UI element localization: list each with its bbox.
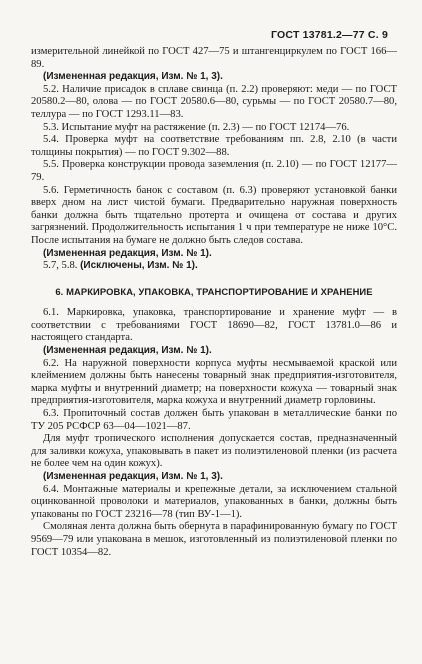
- clause-paragraph: Смоляная лента должна быть обернута в парафинированную бумагу по ГОСТ 9569—79 или упакована в мешок, изготовленный из полиэтиленовой пленки по ГОСТ 10354—82.: [31, 521, 397, 558]
- clause-paragraph: 5.6. Герметичность банок с составом (п. 6.3) проверяют установкой банки вверх дном на лист чистой бумаги. Предварительно наружная поверхность банки должна быть тщательно протерта и очищена от состава и других загрязнений. Продолжительность испытания 1 ч при температуре не ниже 10°С. После испытания на бумаге не должно быть следов состава.: [31, 184, 397, 246]
- clause-paragraph: 5.5. Проверка конструкции провода заземления (п. 2.10) — по ГОСТ 12177—79.: [31, 159, 397, 183]
- clause-paragraph: измерительной линейкой по ГОСТ 427—75 и штангенциркулем по ГОСТ 166—89.: [31, 46, 397, 70]
- clause-paragraph: 6.1. Маркировка, упаковка, транспортирование и хранение муфт — в соответствии с требованиями ГОСТ 18690—82, ГОСТ 13781.0—86 и настоящего стандарта.: [31, 307, 397, 344]
- amendment-note: (Измененная редакция, Изм. № 1).: [43, 247, 212, 259]
- clause-paragraph: 6.3. Пропиточный состав должен быть упакован в металлические банки по ТУ 205 РСФСР 63—04—1021—87.: [31, 408, 397, 432]
- clause-paragraph: Для муфт тропического исполнения допускается состав, предназначенный для заливки кожуха, упаковывать в пакет из полиэтиленовой пленки (из расчета не более чем на один кожух).: [31, 433, 397, 470]
- amendment-note: (Измененная редакция, Изм. № 1).: [43, 345, 212, 357]
- clause-paragraph: 5.3. Испытание муфт на растяжение (п. 2.3) — по ГОСТ 12174—76.: [43, 121, 350, 133]
- clause-number: 5.7, 5.8.: [43, 260, 81, 272]
- section-heading: 6. МАРКИРОВКА, УПАКОВКА, ТРАНСПОРТИРОВАНИЕ И ХРАНЕНИЕ: [55, 285, 373, 297]
- amendment-note: (Измененная редакция, Изм. № 1, 3).: [43, 471, 223, 482]
- amendment-note: (Исключены, Изм. № 1).: [80, 260, 198, 272]
- clause-paragraph: 6.2. На наружной поверхности корпуса муфты несмываемой краской или клеймением должны быть нанесены товарный знак предприятия-изготовителя, марка муфты и внутренний диаметр; на поверхности кожуха — товарный знак предприятия-изготовителя, марка кожуха и внутренний диаметр горловины.: [31, 357, 397, 407]
- running-header: ГОСТ 13781.2—77 С. 9: [271, 29, 388, 41]
- clause-paragraph: [31, 260, 397, 273]
- clause-paragraph: 5.2. Наличие присадок в сплаве свинца (п. 2.2) проверяют: меди — по ГОСТ 20580.2—80, олова — по ГОСТ 20580.6—80, сурьмы — по ГОСТ 20580.7—80, теллура — по ГОСТ 1293.11—83.: [31, 83, 397, 120]
- clause-paragraph: 5.4. Проверка муфт на соответствие требованиям пп. 2.8, 2.10 (в части толщины покрытия) — по ГОСТ 9.302—88.: [31, 134, 397, 158]
- amendment-note: (Измененная редакция, Изм. № 1, 3).: [43, 71, 223, 83]
- document-body: [31, 46, 397, 559]
- clause-paragraph: 6.4. Монтажные материалы и крепежные детали, за исключением стальной оцинкованной проволоки и материалов, упакованных в банки, должны быть упакованы по ГОСТ 23216—78 (тип ВУ-1—1).: [31, 483, 397, 520]
